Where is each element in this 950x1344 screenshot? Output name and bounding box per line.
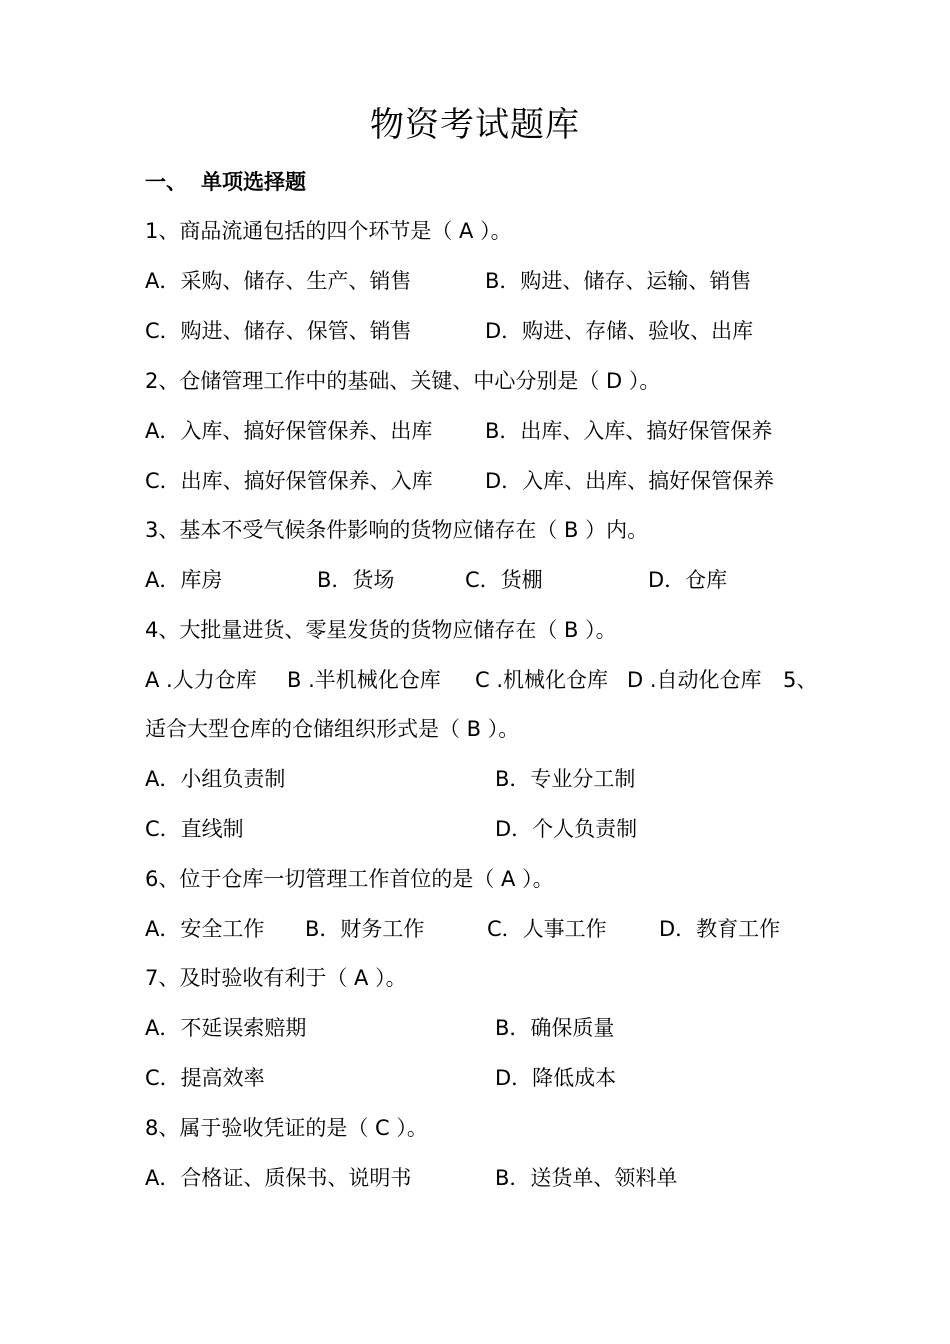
option-a: A .人力仓库	[145, 668, 257, 692]
question-number: 5、	[783, 668, 818, 692]
question-stem: 2、仓储管理工作中的基础、关键、中心分别是（ D ）。	[145, 369, 661, 393]
option-c: C .机械化仓库	[475, 668, 609, 692]
option-a: A．安全工作	[145, 917, 265, 941]
question-stem: 6、位于仓库一切管理工作首位的是（ A ）。	[145, 867, 554, 891]
option-c: C．直线制	[145, 817, 244, 841]
option-a: A．不延误索赔期	[145, 1016, 307, 1040]
question-stem: 适合大型仓库的仓储组织形式是（ B ）。	[145, 717, 520, 741]
section-heading	[145, 165, 306, 199]
question-stem: 3、基本不受气候条件影响的货物应储存在（ B ）内。	[145, 518, 649, 542]
option-c: C．货棚	[465, 568, 543, 592]
option-d: D．购进、存储、验收、出库	[485, 319, 754, 343]
question-stem: 8、属于验收凭证的是（ C ）。	[145, 1116, 428, 1140]
option-d: D．仓库	[648, 568, 728, 592]
option-b: B．送货单、领料单	[495, 1166, 678, 1190]
section-number: 一、	[145, 170, 187, 194]
option-a: A．合格证、质保书、说明书	[145, 1166, 412, 1190]
option-a: A．小组负责制	[145, 767, 286, 791]
section-label: 单项选择题	[201, 170, 306, 194]
option-c: C．提高效率	[145, 1066, 265, 1090]
option-c: C．出库、搞好保管保养、入库	[145, 469, 433, 493]
option-b: B．出库、入库、搞好保管保养	[485, 419, 773, 443]
page-title: 物资考试题库	[370, 105, 580, 145]
option-a: A．库房	[145, 568, 223, 592]
question-stem: 7、及时验收有利于（ A ）。	[145, 966, 407, 990]
option-b: B．购进、储存、运输、销售	[485, 269, 752, 293]
option-d: D .自动化仓库	[627, 668, 762, 692]
option-a: A．采购、储存、生产、销售	[145, 269, 412, 293]
option-d: D．教育工作	[659, 917, 781, 941]
option-d: D．降低成本	[495, 1066, 617, 1090]
option-d: D．入库、出库、搞好保管保养	[485, 469, 775, 493]
question-stem: 1、商品流通包括的四个环节是（ A ）。	[145, 219, 512, 243]
option-b: B．专业分工制	[495, 767, 636, 791]
option-c: C．人事工作	[487, 917, 607, 941]
option-c: C．购进、储存、保管、销售	[145, 319, 412, 343]
option-b: B．确保质量	[495, 1016, 615, 1040]
option-a: A．入库、搞好保管保养、出库	[145, 419, 433, 443]
question-stem: 4、大批量进货、零星发货的货物应储存在（ B ）。	[145, 618, 617, 642]
option-b: B．货场	[317, 568, 395, 592]
option-b: B．财务工作	[305, 917, 425, 941]
option-d: D．个人负责制	[495, 817, 638, 841]
option-b: B .半机械化仓库	[287, 668, 441, 692]
